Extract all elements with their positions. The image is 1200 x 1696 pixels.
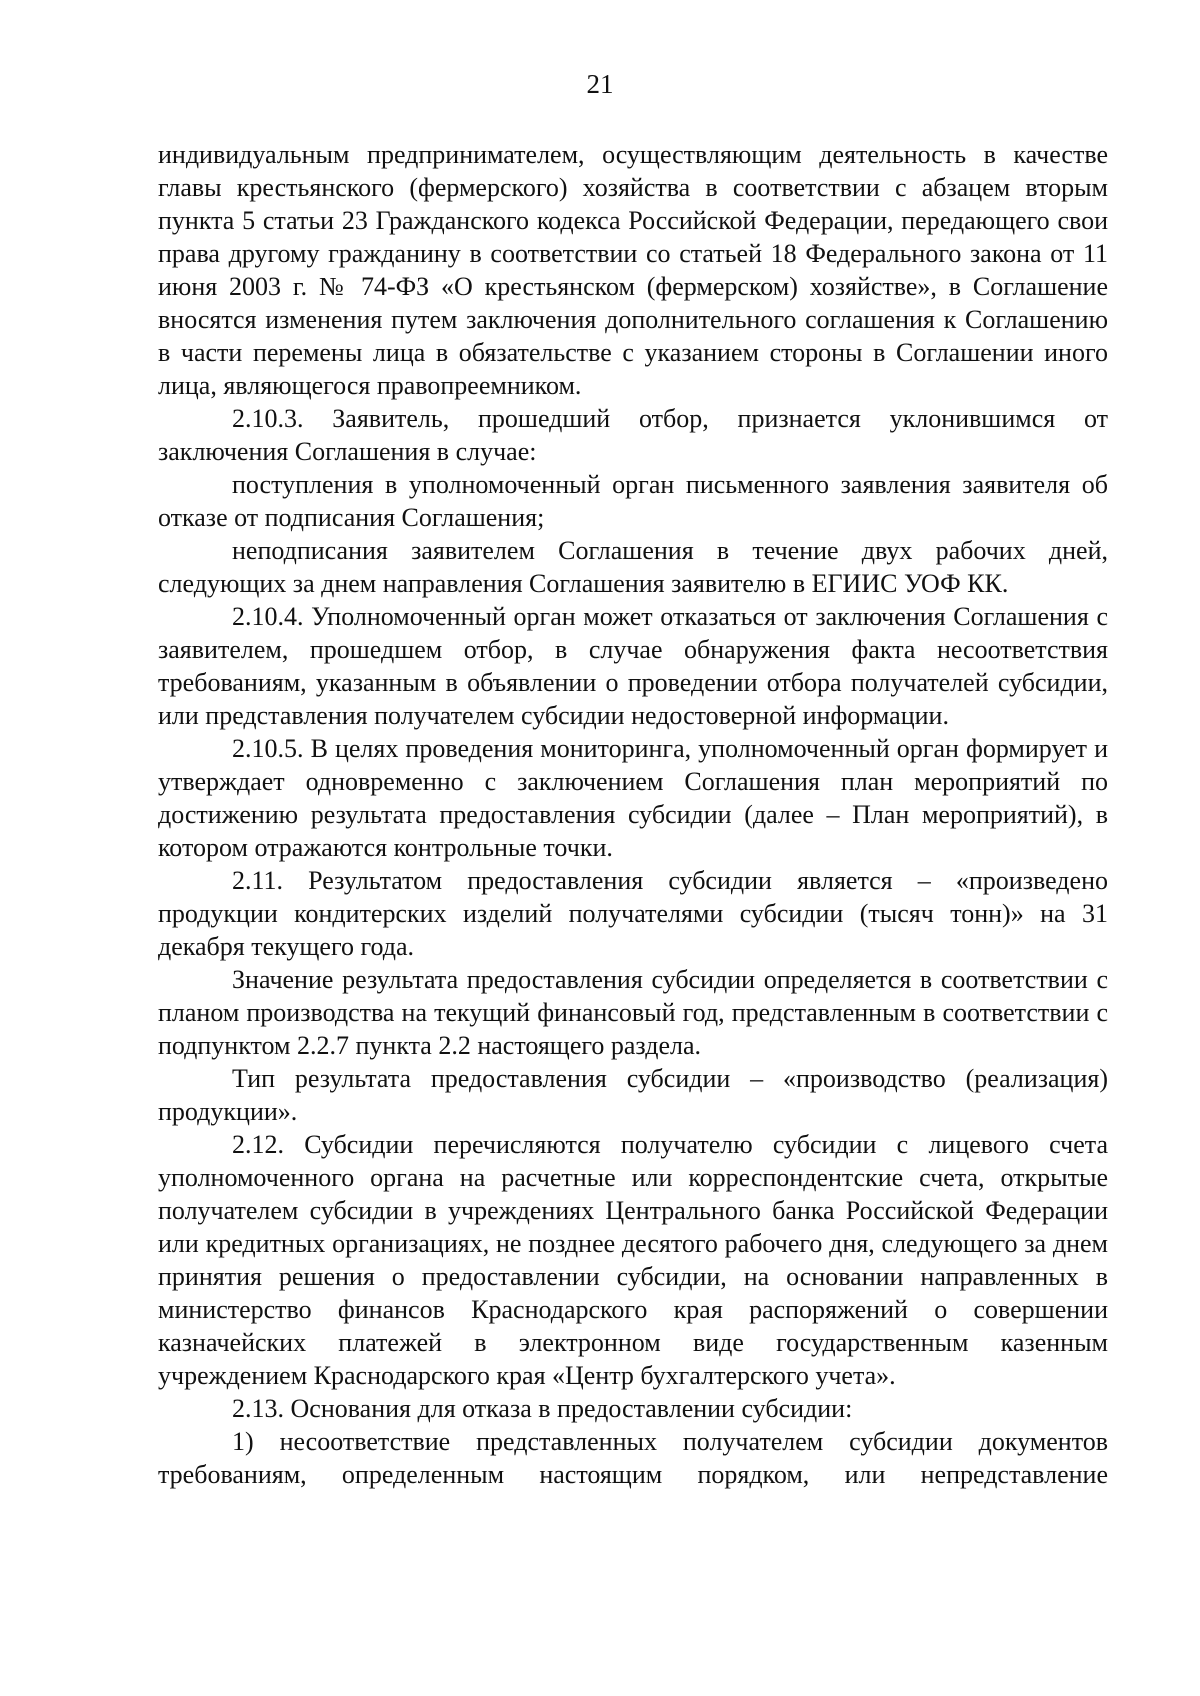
- paragraph-2-13: 2.13. Основания для отказа в предоставлении субсидии:: [232, 1394, 853, 1423]
- paragraph-2-12: 2.12. Субсидии перечисляются получателю субсидии с лицевого счета уполномоченного органа на расчетные или корреспондентские счета, открытые получателем субсидии в учреждениях Центрального банка Российской Федерации или кредитных организациях, не позднее десятого рабочего дня, следующего за днем принятия решения о предоставлении субсидии, на основании направленных в министерство финансов Краснодарского края распоряжений о совершении казначейских платежей в электронном виде государственным казенным учреждением Краснодарского края «Центр бухгалтерского учета».: [158, 1130, 1108, 1390]
- paragraph-result-value: Значение результата предоставления субсидии определяется в соответствии с планом производства на текущий финансовый год, представленным в соответствии с подпунктом 2.2.7 пункта 2.2 настоящего раздела.: [158, 965, 1108, 1060]
- paragraph-2-11: 2.11. Результатом предоставления субсидии является – «произведено продукции кондитерских изделий получателями субсидии (тысяч тонн)» на 31 декабря текущего года.: [158, 866, 1108, 961]
- document-body: [158, 138, 1108, 1491]
- page-number: 21: [586, 69, 614, 99]
- paragraph-2-10-4: 2.10.4. Уполномоченный орган может отказаться от заключения Соглашения с заявителем, прошедшем отбор, в случае обнаружения факта несоответствия требованиям, указанным в объявлении о проведении отбора получателей субсидии, или представления получателем субсидии недостоверной информации.: [158, 602, 1108, 730]
- paragraph-non-signing: неподписания заявителем Соглашения в течение двух рабочих дней, следующих за днем направления Соглашения заявителю в ЕГИИС УОФ КК.: [158, 536, 1108, 598]
- paragraph-result-type: Тип результата предоставления субсидии – «производство (реализация) продукции».: [158, 1064, 1108, 1126]
- paragraph-2-10-5: 2.10.5. В целях проведения мониторинга, уполномоченный орган формирует и утверждает одновременно с заключением Соглашения план мероприятий по достижению результата предоставления субсидии (далее – План мероприятий), в котором отражаются контрольные точки.: [158, 734, 1108, 862]
- paragraph-continuation: индивидуальным предпринимателем, осуществляющим деятельность в качестве главы крестьянского (фермерского) хозяйства в соответствии с абзацем вторым пункта 5 статьи 23 Гражданского кодекса Российской Федерации, передающего свои права другому гражданину в соответствии со статьей 18 Федерального закона от 11 июня 2003 г. № 74-ФЗ «О крестьянском (фермерском) хозяйстве», в Соглашение вносятся изменения путем заключения дополнительного соглашения к Соглашению в части перемены лица в обязательстве с указанием стороны в Соглашении иного лица, являющегося правопреемником.: [158, 140, 1108, 400]
- paragraph-2-10-3: 2.10.3. Заявитель, прошедший отбор, признается уклонившимся от заключения Соглашения в случае:: [158, 404, 1108, 466]
- paragraph-refusal-statement: поступления в уполномоченный орган письменного заявления заявителя об отказе от подписания Соглашения;: [158, 470, 1108, 532]
- paragraph-2-13-item-1: 1) несоответствие представленных получателем субсидии документов требованиям, определенным настоящим порядком, или непредставление: [158, 1427, 1108, 1489]
